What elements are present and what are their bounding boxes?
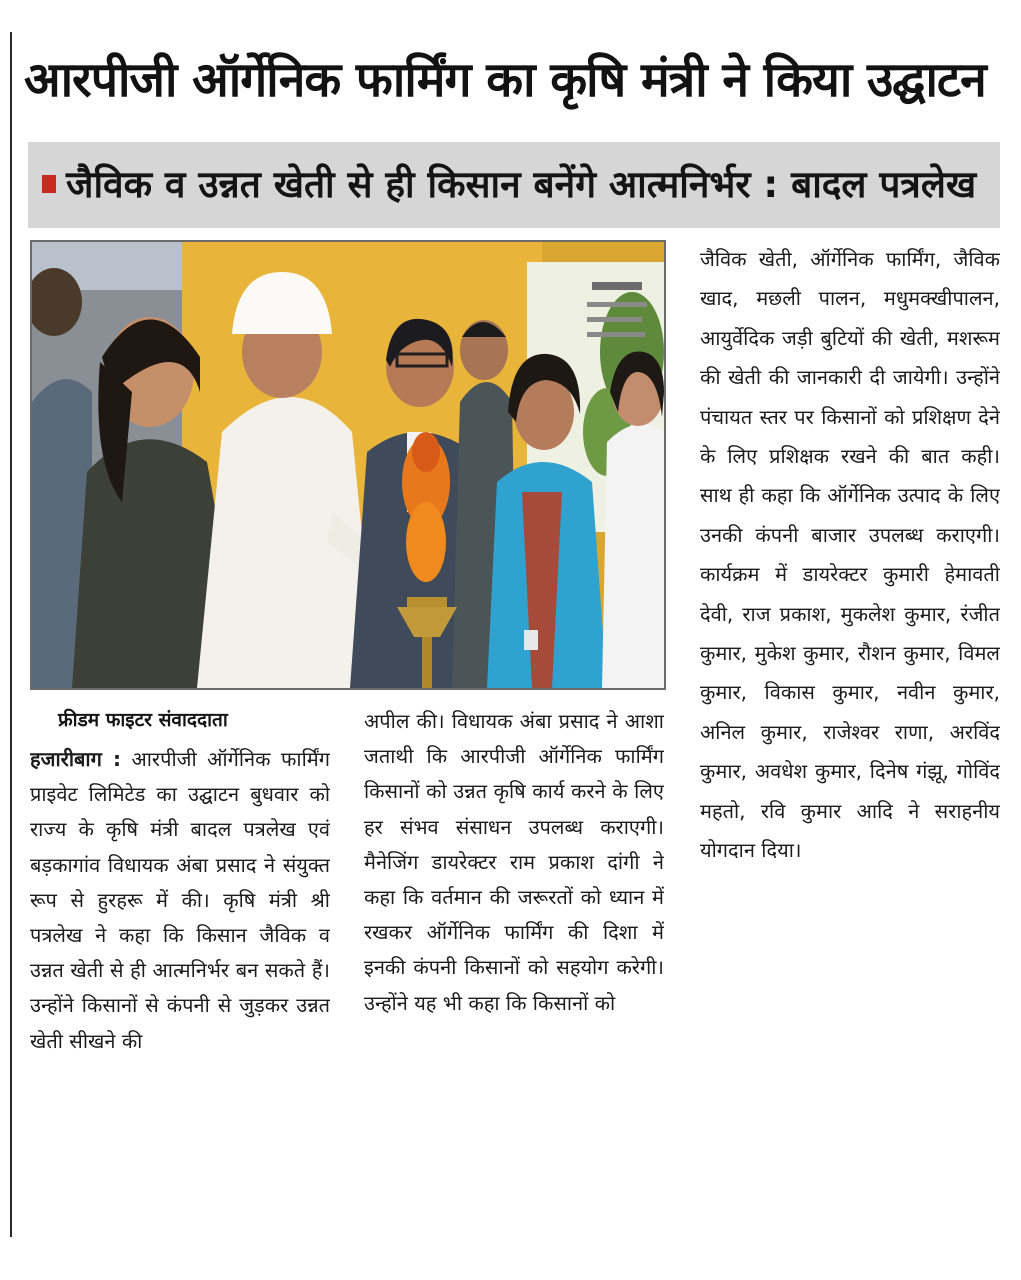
article-text-1 (30, 742, 330, 1059)
news-photo (30, 240, 666, 690)
headline: आरपीजी ऑर्गेनिक फार्मिंग का कृषि मंत्री ने किया उद्घाटन (24, 52, 986, 108)
article-text-1-body: आरपीजी ऑर्गेनिक फार्मिंग प्राइवेट लिमिटेड का उद्घाटन बुधवार को राज्य के कृषि मंत्री बादल पत्रलेख एवं बड़कागांव विधायक अंबा प्रसाद ने संयुक्त रूप से हुरहरू में की। कृषि मंत्री श्री पत्रलेख ने कहा कि किसान जैविक व उन्नत खेती से ही आत्मनिर्भर बन सकते हैं। उन्होंने किसानों से कंपनी से जुड़कर उन्नत खेती सीखने की (30, 747, 330, 1053)
article-text-2: अपील की। विधायक अंबा प्रसाद ने आशा जताथी कि आरपीजी ऑर्गेनिक फार्मिंग किसानों को उन्नत कृषि कार्य करने के लिए हर संभव संसाधन उपलब्ध कराएगी। मैनेजिंग डायरेक्टर राम प्रकाश दांगी ने कहा कि वर्तमान की जरूरतों को ध्यान में रखकर ऑर्गेनिक फार्मिंग की दिशा में इनकी कंपनी किसानों को सहयोग करेगी। उन्होंने यह भी कहा कि किसानों को (364, 709, 664, 1015)
dateline: हजारीबाग : (30, 747, 121, 771)
bullet-icon (42, 175, 56, 193)
subheadline: जैविक व उन्नत खेती से ही किसान बनेंगे आत्मनिर्भर : बादल पत्रलेख (66, 163, 977, 206)
subheadline-bar (28, 142, 1000, 228)
byline: फ्रीडम फाइटर संवाददाता (58, 709, 228, 731)
photo-illustration (32, 242, 664, 688)
article-column-1 (30, 704, 330, 1252)
article-column-2 (364, 704, 664, 1252)
article-column-3 (700, 240, 1000, 1252)
article-text-3: जैविक खेती, ऑर्गेनिक फार्मिंग, जैविक खाद, मछली पालन, मधुमक्खीपालन, आयुर्वेदिक जड़ी बुटियों की खेती, मशरूम की खेती की जानकारी दी जायेगी। उन्होंने पंचायत स्तर पर किसानों को प्रशिक्षण देने के लिए प्रशिक्षक रखने की बात कही। साथ ही कहा कि ऑर्गेनिक उत्पाद के लिए उनकी कंपनी बाजार उपलब्ध कराएगी। कार्यक्रम में डायरेक्टर कुमारी हेमावती देवी, राज प्रकाश, मुकलेश कुमार, रंजीत कुमार, मुकेश कुमार, रौशन कुमार, विमल कुमार, विकास कुमार, नवीन कुमार, अनिल कुमार, राजेश्वर राणा, अरविंद कुमार, अवधेश कुमार, दिनेष गंझू, गोविंद महतो, रवि कुमार आदि ने सराहनीय योगदान दिया। (700, 247, 1000, 863)
column-rule (10, 32, 12, 1237)
